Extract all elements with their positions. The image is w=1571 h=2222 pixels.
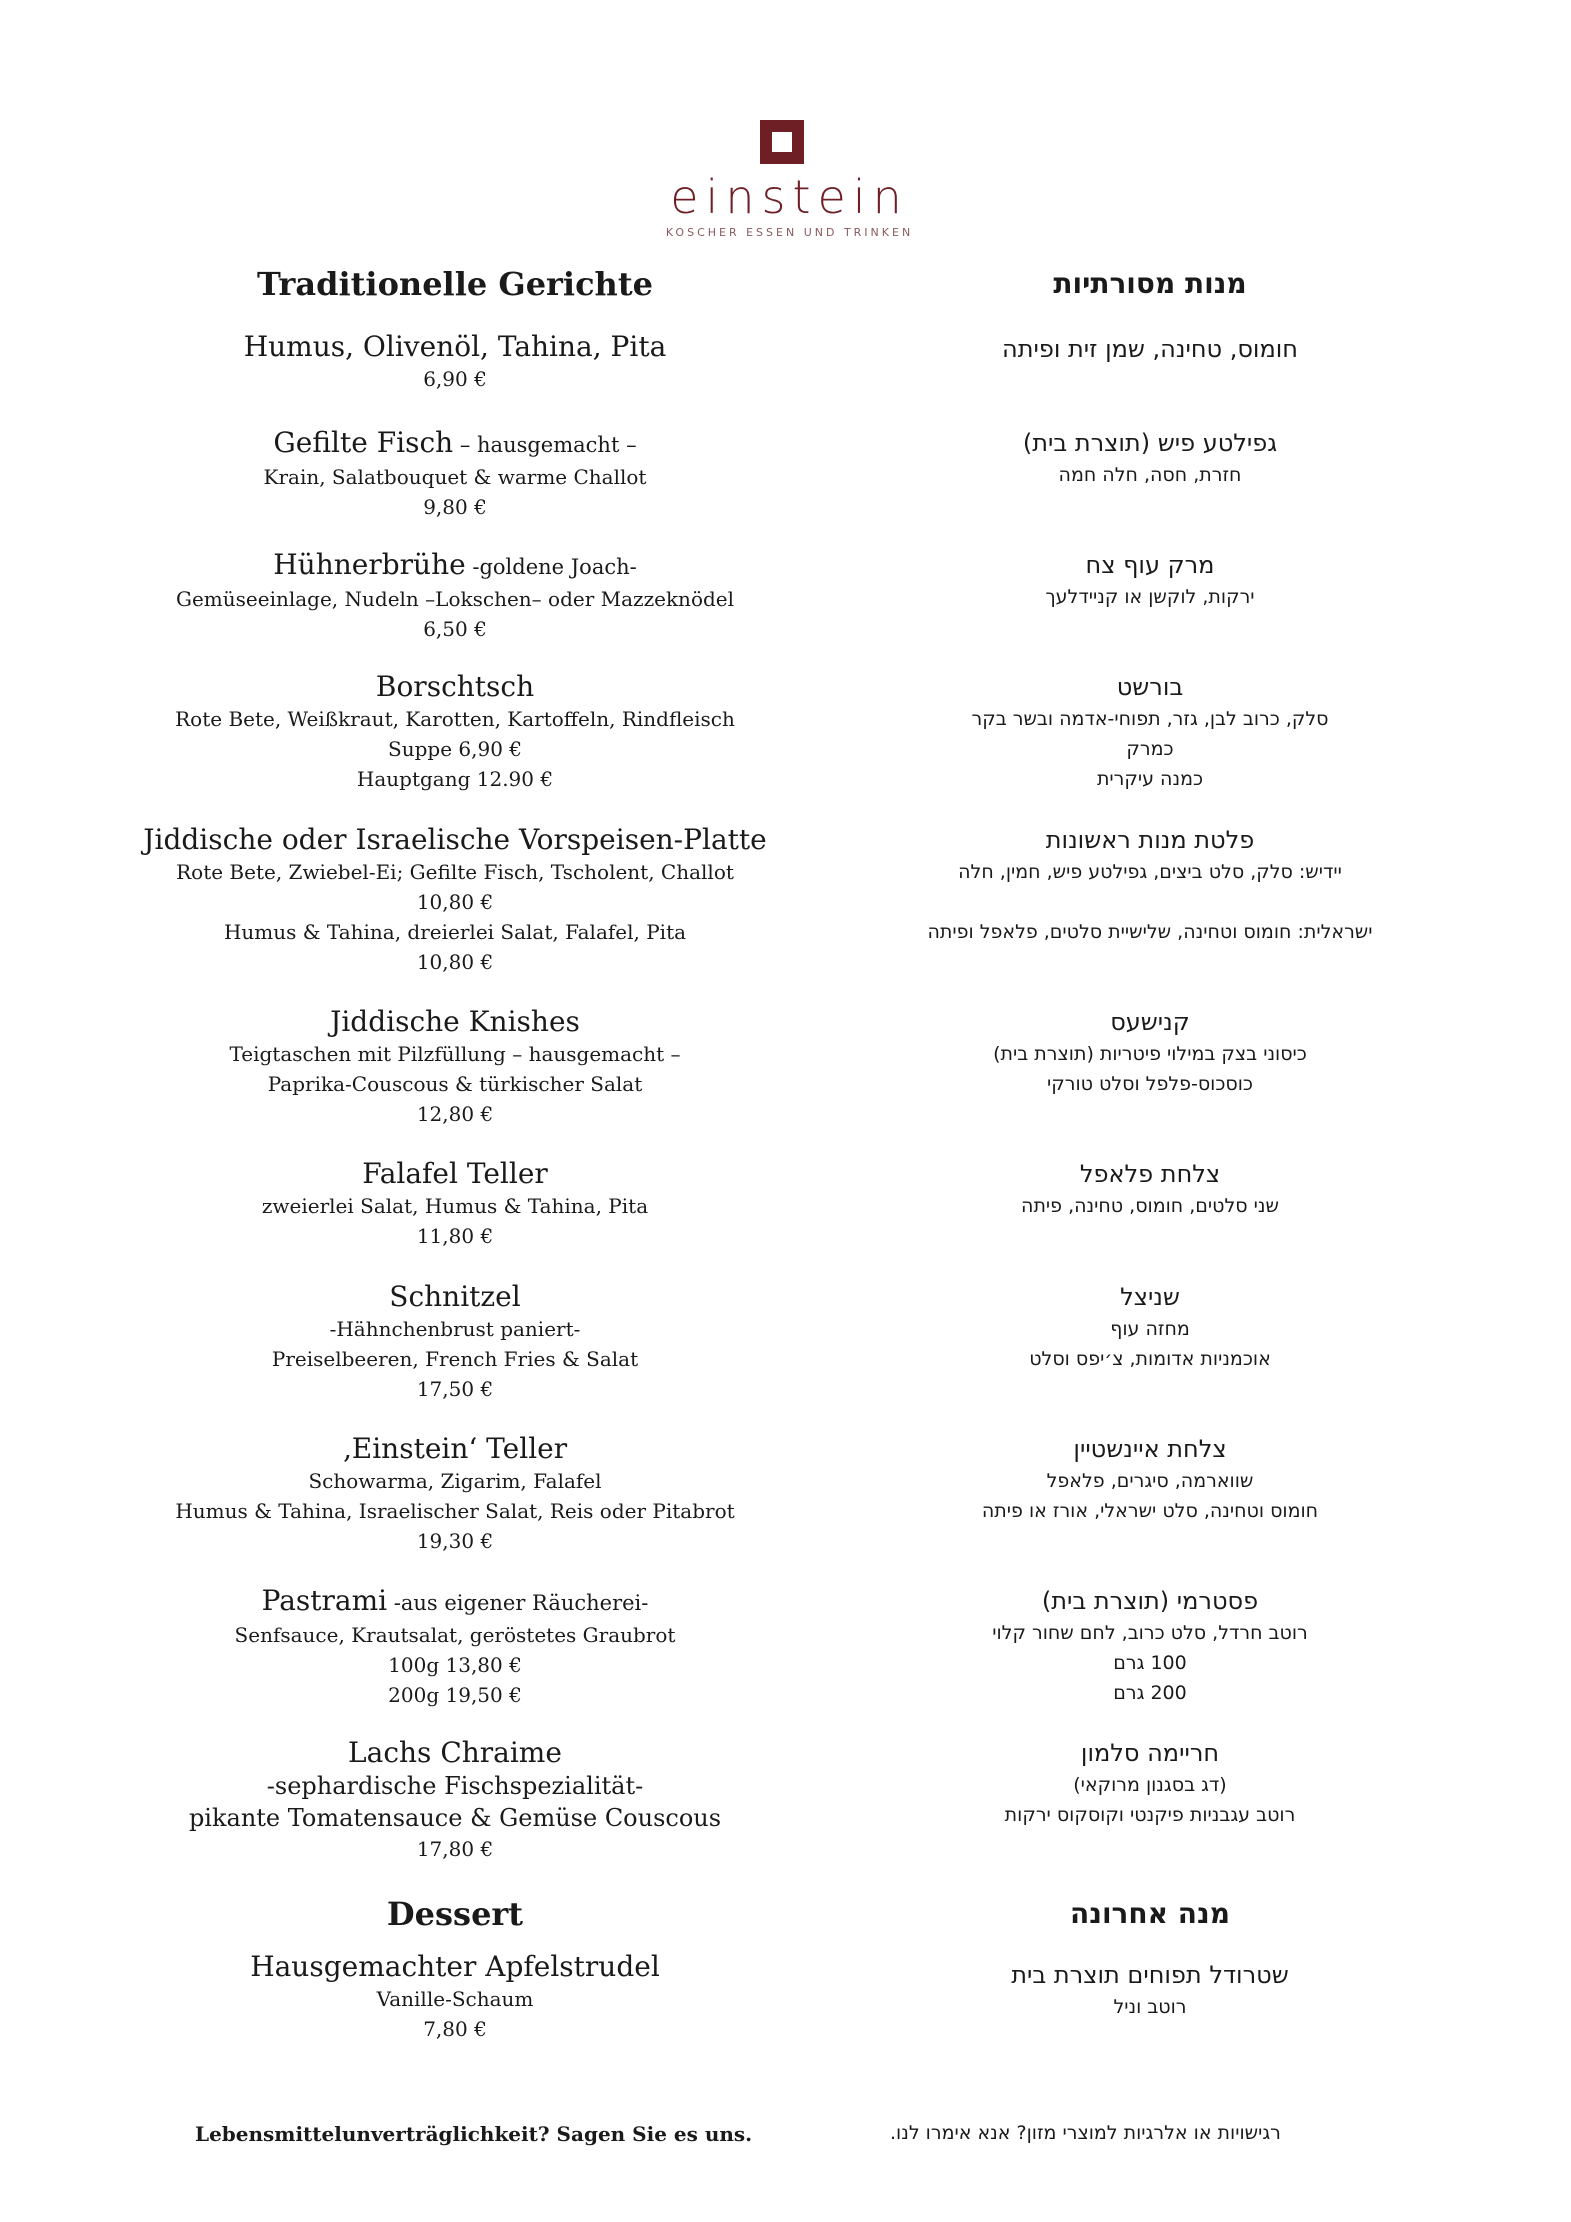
item-name: שניצל — [1120, 1283, 1180, 1311]
item-line: (דג בסגנון מרוקאי) — [1073, 1774, 1227, 1796]
item-name: פסטרמי (תוצרת בית) — [1041, 1587, 1259, 1615]
menu-item — [840, 426, 1460, 490]
item-name: צלחת איינשטיין — [1073, 1435, 1227, 1463]
menu-item — [135, 1157, 775, 1251]
item-line: 17,50 € — [416, 1377, 494, 1401]
item-name: חומוס, טחינה, שמן זית ופיתה — [1002, 335, 1298, 363]
hebrew-dessert-heading: מנה אחרונה — [1070, 1897, 1230, 1930]
menu-item — [840, 1280, 1460, 1374]
menu-item — [135, 823, 775, 977]
item-line: 200 גרם — [1113, 1682, 1187, 1704]
item-line: 6,50 € — [423, 617, 487, 641]
item-line: 9,80 € — [423, 495, 487, 519]
menu-item — [840, 1005, 1460, 1099]
item-line: יידיש: סלק, סלט ביצים, גפילטע פיש, חמין, חלה — [958, 861, 1342, 883]
item-line: מחזה עוף — [1110, 1318, 1190, 1340]
menu-item — [840, 670, 1460, 794]
item-line: 100 גרם — [1113, 1652, 1187, 1674]
item-line: zweierlei Salat, Humus & Tahina, Pita — [261, 1194, 649, 1218]
item-line: Krain, Salatbouquet & warme Challot — [263, 465, 647, 489]
item-line: כמרק — [1126, 738, 1174, 760]
item-line: Paprika-Couscous & türkischer Salat — [267, 1072, 643, 1096]
item-line: ישראלית: חומוס וטחינה, שלישיית סלטים, פלאפל ופיתה — [927, 921, 1373, 943]
item-name: Jiddische Knishes — [330, 1005, 580, 1038]
item-line: שווארמה, סיגרים, פלאפל — [1046, 1470, 1254, 1492]
item-line: 10,80 € — [416, 950, 494, 974]
item-line: 7,80 € — [423, 2017, 487, 2041]
item-line: 17,80 € — [416, 1837, 494, 1861]
item-line: 12,80 € — [416, 1102, 494, 1126]
item-line: pikante Tomatensauce & Gemüse Couscous — [188, 1804, 722, 1832]
item-line: אוכמניות אדומות, צ׳יפס וסלט — [1029, 1348, 1271, 1370]
item-line: 6,90 € — [423, 367, 487, 391]
menu-item — [135, 1736, 775, 1864]
menu-item — [840, 823, 1460, 947]
item-line: 19,30 € — [416, 1529, 494, 1553]
item-line: 11,80 € — [416, 1224, 494, 1248]
menu-item — [135, 670, 775, 794]
item-line: רוטב וניל — [1113, 1996, 1187, 2018]
item-name: פלטת מנות ראשונות — [1045, 826, 1255, 854]
item-line: 200g 19,50 € — [388, 1683, 522, 1707]
menu-item — [135, 426, 775, 522]
menu-item — [840, 1157, 1460, 1221]
item-name: בורשט — [1116, 673, 1184, 701]
item-name: Hühnerbrühe — [273, 548, 466, 581]
item-name: חריימה סלמון — [1080, 1739, 1220, 1767]
item-line: Schowarma, Zigarim, Falafel — [308, 1469, 602, 1493]
item-line: חומוס וטחינה, סלט ישראלי, אורז או פיתה — [981, 1500, 1319, 1522]
item-line: רוטב עגבניות פיקנטי וקוסקוס ירקות — [1004, 1804, 1296, 1826]
item-note: -aus eigener Räucherei- — [387, 1591, 649, 1615]
item-line: Teigtaschen mit Pilzfüllung – hausgemacht – — [229, 1042, 681, 1066]
item-line: כוסכוס-פלפל וסלט טורקי — [1047, 1073, 1253, 1095]
item-name: Borschtsch — [375, 670, 535, 703]
item-line: Rote Bete, Zwiebel-Ei; Gefilte Fisch, Tscholent, Challot — [176, 860, 734, 884]
item-line: -Hähnchenbrust paniert- — [329, 1317, 581, 1341]
item-note: – hausgemacht – — [453, 433, 637, 457]
menu-item — [840, 332, 1460, 366]
item-line — [840, 887, 1460, 917]
item-line: כיסוני בצק במילוי פיטריות (תוצרת בית) — [993, 1043, 1307, 1065]
item-line: Hauptgang 12.90 € — [356, 767, 554, 791]
item-line: רוטב חרדל, סלט כרוב, לחם שחור קלוי — [992, 1622, 1308, 1644]
item-line: Humus & Tahina, dreierlei Salat, Falafel, Pita — [223, 920, 687, 944]
dessert-heading: Dessert — [386, 1895, 524, 1933]
item-line: ירקות, לוקשן או קניידלעך — [1045, 586, 1255, 608]
menu-item — [840, 1958, 1460, 2022]
menu-item — [135, 1005, 775, 1129]
hebrew-column — [840, 0, 1460, 2222]
hebrew-heading: מנות מסורתיות — [1053, 267, 1247, 300]
menu-item — [135, 1584, 775, 1710]
item-name: גפילטע פיש (תוצרת בית) — [1022, 429, 1278, 457]
item-line: כמנה עיקרית — [1096, 768, 1204, 790]
hebrew-footer: רגישויות או אלרגיות למוצרי מזון? אנא אימרו לנו. — [890, 2122, 1281, 2144]
item-line: Vanille-Schaum — [376, 1987, 534, 2011]
item-name: Humus, Olivenöl, Tahina, Pita — [243, 330, 667, 363]
item-name: שטרודל תפוחים תוצרת בית — [1011, 1961, 1289, 1989]
item-line: 100g 13,80 € — [388, 1653, 522, 1677]
item-name: Jiddische oder Israelische Vorspeisen-Platte — [143, 823, 767, 856]
item-name: Lachs Chraime — [348, 1736, 562, 1769]
item-line: סלק, כרוב לבן, גזר, תפוחי-אדמה ובשר בקר — [971, 708, 1329, 730]
item-line: -sephardische Fischspezialität- — [266, 1772, 644, 1800]
item-name: צלחת פלאפל — [1079, 1160, 1221, 1188]
item-name: Pastrami — [261, 1584, 388, 1617]
item-name: מרק עוף צח — [1085, 551, 1215, 579]
item-line: חזרת, חסה, חלה חמה — [1058, 464, 1242, 486]
menu-item — [840, 1736, 1460, 1830]
german-column — [135, 0, 775, 2222]
item-line: 10,80 € — [416, 890, 494, 914]
item-name: Gefilte Fisch — [273, 426, 454, 459]
item-line: Suppe 6,90 € — [388, 737, 522, 761]
menu-item — [840, 548, 1460, 612]
menu-item — [135, 330, 775, 394]
item-name: קנישעס — [1110, 1008, 1190, 1036]
menu-item — [840, 1432, 1460, 1526]
item-line: שני סלטים, חומוס, טחינה, פיתה — [1021, 1195, 1279, 1217]
item-line: Preiselbeeren, French Fries & Salat — [271, 1347, 639, 1371]
menu-item — [135, 1432, 775, 1556]
item-line: Rote Bete, Weißkraut, Karotten, Kartoffeln, Rindfleisch — [175, 707, 735, 731]
item-note: -goldene Joach- — [465, 555, 637, 579]
menu-item — [135, 1950, 775, 2044]
german-footer: Lebensmittelunverträglichkeit? Sagen Sie es uns. — [195, 2122, 753, 2146]
item-line: Senfsauce, Krautsalat, geröstetes Graubrot — [234, 1623, 676, 1647]
logo-tagline: KOSCHER ESSEN UND TRINKEN — [665, 226, 914, 239]
item-name: Schnitzel — [389, 1280, 521, 1313]
item-name: Hausgemachter Apfelstrudel — [250, 1950, 660, 1983]
item-line: Gemüseeinlage, Nudeln –Lokschen– oder Mazzeknödel — [175, 587, 735, 611]
german-heading: Traditionelle Gerichte — [257, 265, 653, 303]
menu-item — [840, 1584, 1460, 1708]
menu-item — [135, 548, 775, 644]
item-name: ‚Einstein‘ Teller — [342, 1432, 568, 1465]
logo-wordmark: einstein — [670, 170, 909, 224]
menu-item — [135, 1280, 775, 1404]
item-line: Humus & Tahina, Israelischer Salat, Reis oder Pitabrot — [175, 1499, 735, 1523]
item-name: Falafel Teller — [362, 1157, 548, 1190]
